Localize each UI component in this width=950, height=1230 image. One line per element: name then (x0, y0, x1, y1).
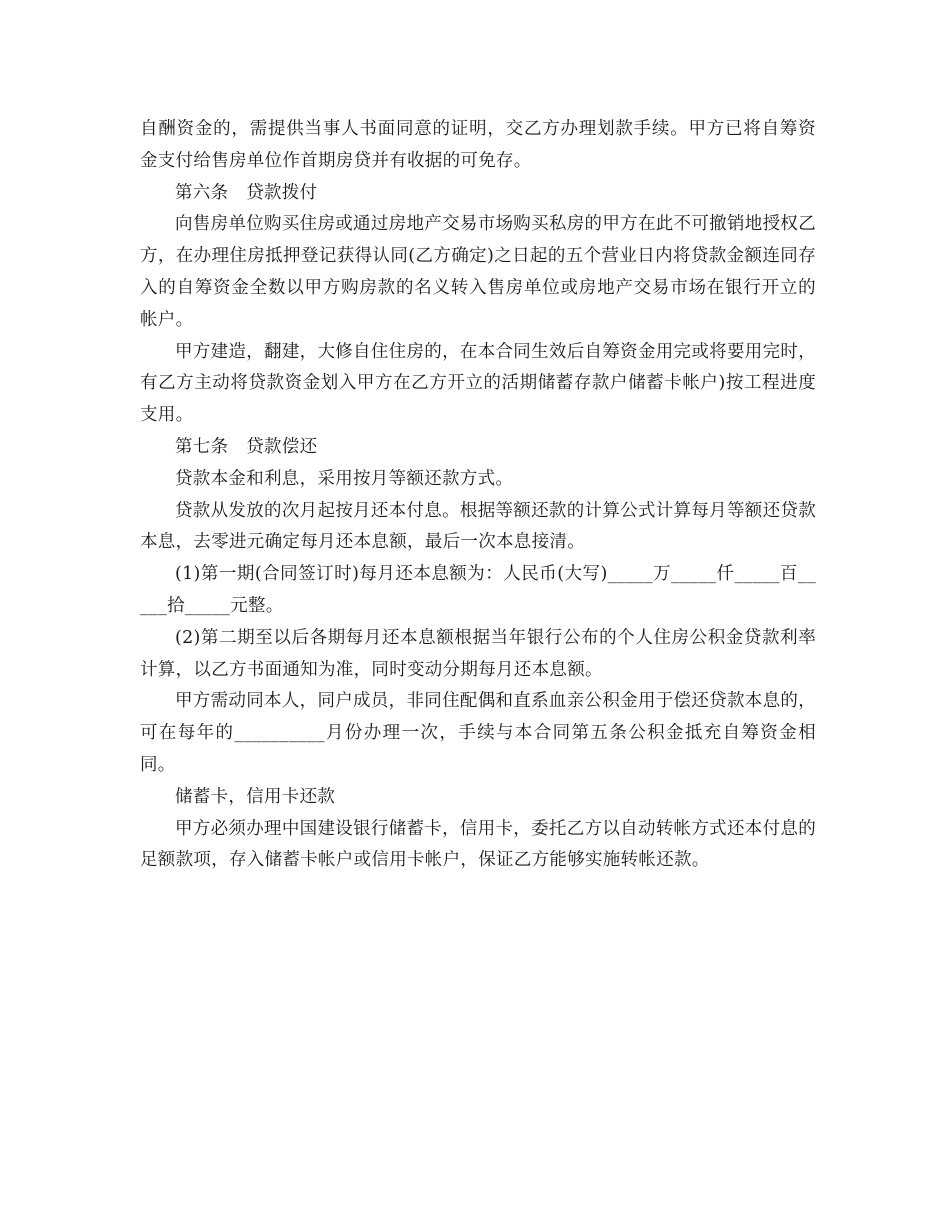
paragraph-self-funds: 自酬资金的，需提供当事人书面同意的证明，交乙方办理划款手续。甲方已将自筹资金支付给售房单位作首期房贷并有收据的可免存。 (140, 119, 816, 171)
paragraph-purchase-transfer: 向售房单位购买住房或通过房地产交易市场购买私房的甲方在此不可撤销地授权乙方，在办理住房抵押登记获得认同(乙方确定)之日起的五个营业日内将贷款金额连同存入的自筹资金全数以甲方购房款的名义转入售房单位或房地产交易市场在银行开立的帐户。 (140, 214, 816, 330)
paragraph-first-period-amount: (1)第一期(合同签订时)每月还本息额为：人民币(大写)_____万_____仟_____百_____拾_____元整。 (140, 564, 816, 616)
paragraph-provident-fund: 甲方需动同本人，同户成员，非同住配偶和直系血亲公积金用于偿还贷款本息的，可在每年的__________月份办理一次，手续与本合同第五条公积金抵充自筹资金相同。 (140, 691, 816, 775)
heading-card-repayment: 储蓄卡，信用卡还款 (175, 786, 336, 807)
heading-article-7: 第七条 贷款偿还 (175, 436, 318, 457)
heading-article-6: 第六条 贷款拨付 (175, 182, 318, 203)
paragraph-repayment-method: 贷款本金和利息，采用按月等额还款方式。 (175, 468, 514, 489)
paragraph-monthly-repayment: 贷款从发放的次月起按月还本付息。根据等额还款的计算公式计算每月等额还贷款本息，去零进元确定每月还本息额，最后一次本息接清。 (140, 500, 816, 553)
paragraph-subsequent-periods: (2)第二期至以后各期每月还本息额根据当年银行公布的个人住房公积金贷款利率计算，以乙方书面通知为准，同时变动分期每月还本息额。 (140, 627, 816, 680)
document-body (140, 114, 816, 877)
paragraph-card-requirement: 甲方必须办理中国建设银行储蓄卡，信用卡，委托乙方以自动转帐方式还本付息的足额款项，存入储蓄卡帐户或信用卡帐户，保证乙方能够实施转帐还款。 (140, 818, 816, 871)
paragraph-construction-funds: 甲方建造，翻建，大修自住住房的，在本合同生效后自筹资金用完或将要用完时，有乙方主动将贷款资金划入甲方在乙方开立的活期储蓄存款户储蓄卡帐户)按工程进度支用。 (140, 341, 816, 426)
